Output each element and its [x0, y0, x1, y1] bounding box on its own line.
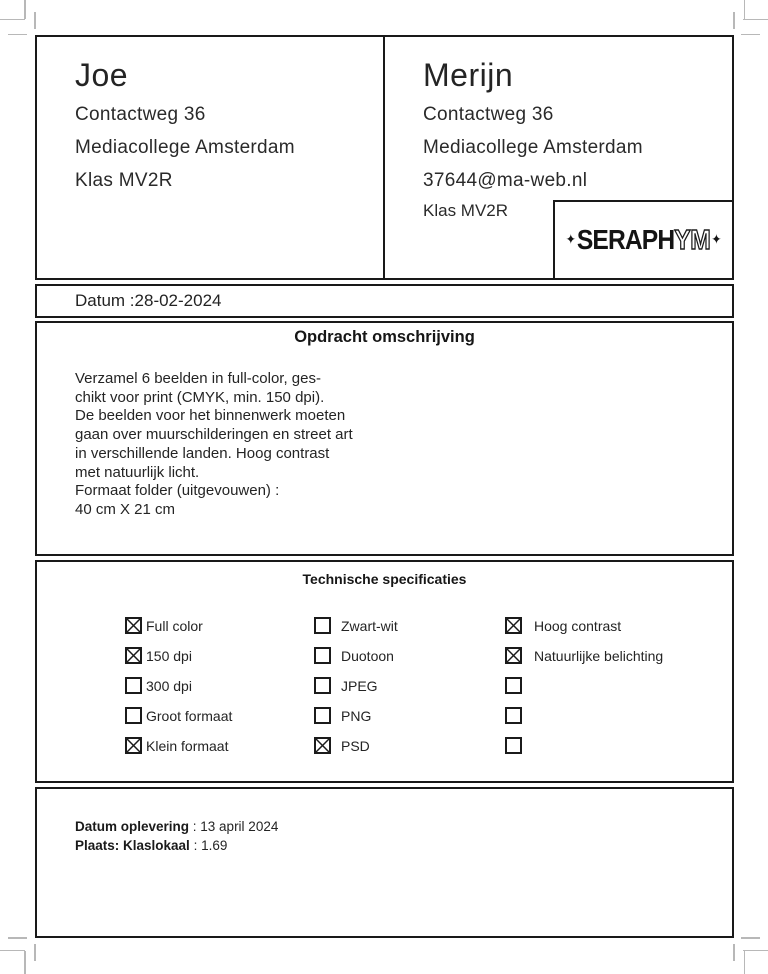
checkbox[interactable]: [314, 617, 331, 634]
crop-mark: [743, 950, 768, 952]
spec-option-zwart-wit[interactable]: [314, 617, 398, 634]
location-value: : 1.69: [189, 838, 228, 853]
delivery-section: [35, 787, 734, 938]
recipient-school-line: Mediacollege Amsterdam: [423, 137, 643, 158]
checkbox[interactable]: [505, 677, 522, 694]
assignment-section: [35, 321, 734, 556]
checkbox[interactable]: [125, 617, 142, 634]
checkbox[interactable]: [505, 707, 522, 724]
spec-option-klein-formaat[interactable]: [125, 737, 232, 754]
assignment-line: in verschillende landen. Hoog contrast: [75, 444, 330, 462]
checkbox[interactable]: [505, 647, 522, 664]
checkbox-label: Natuurlijke belichting: [534, 647, 664, 664]
date-value: 28-02-2024: [134, 291, 222, 310]
spec-option-hoog-contrast[interactable]: [505, 617, 663, 634]
sender-card: [35, 35, 385, 280]
logo-text-solid: SERAPH: [576, 224, 675, 255]
recipient-card: [383, 35, 734, 280]
checkbox[interactable]: [505, 737, 522, 754]
crop-mark: [24, 0, 26, 19]
assignment-body: [75, 370, 732, 520]
assignment-line: met natuurlijk licht.: [75, 463, 200, 481]
spec-option-empty[interactable]: [505, 677, 663, 694]
logo-text-outline: YM: [674, 224, 711, 255]
spec-option-jpeg[interactable]: [314, 677, 398, 694]
crop-mark: [24, 951, 26, 974]
star-icon: ✦: [711, 232, 722, 248]
crop-mark: [744, 951, 746, 974]
checkbox[interactable]: [125, 677, 142, 694]
assignment-line: Verzamel 6 beelden in full-color, ges-: [75, 370, 321, 387]
sender-class-line: Klas MV2R: [75, 170, 173, 191]
delivery-date-value: : 13 april 2024: [189, 819, 279, 834]
recipient-name: Merijn: [423, 57, 514, 93]
assignment-line: gaan over muurschilderingen en street art: [75, 426, 353, 444]
spec-option-natuurlijke-belichting[interactable]: [505, 647, 663, 664]
checkbox-label: Klein formaat: [146, 737, 229, 754]
crop-mark: [34, 944, 36, 961]
seraphym-logo: [553, 200, 734, 280]
specs-title: Technische specificaties: [302, 571, 467, 587]
checkbox-label: PNG: [341, 707, 372, 724]
date-bar: [35, 284, 734, 318]
delivery-date-label: Datum oplevering: [75, 819, 190, 834]
spec-option-psd[interactable]: [314, 737, 398, 754]
delivery-date-row: [75, 817, 732, 836]
spec-option-groot-formaat[interactable]: [125, 707, 232, 724]
crop-mark: [8, 937, 27, 939]
checkbox-label: 150 dpi: [146, 647, 192, 664]
location-label: Plaats: Klaslokaal: [75, 838, 190, 853]
assignment-line: chikt voor print (CMYK, min. 150 dpi).: [75, 388, 325, 406]
checkbox[interactable]: [125, 707, 142, 724]
crop-mark: [743, 19, 768, 21]
specs-column-3: [505, 617, 663, 767]
checkbox-label: Full color: [146, 617, 203, 634]
date-label: Datum :: [75, 291, 135, 310]
checkbox-label: Duotoon: [341, 647, 394, 664]
location-row: [75, 836, 732, 855]
checkbox-label: Hoog contrast: [534, 617, 622, 634]
checkbox[interactable]: [125, 647, 142, 664]
checkbox-label: Groot formaat: [146, 707, 233, 724]
crop-mark: [0, 950, 25, 952]
checkbox[interactable]: [125, 737, 142, 754]
checkbox[interactable]: [314, 647, 331, 664]
checkbox-label: 300 dpi: [146, 677, 192, 694]
crop-mark: [733, 944, 735, 961]
crop-mark: [733, 12, 735, 29]
checkbox-label: JPEG: [341, 677, 378, 694]
crop-mark: [744, 0, 746, 19]
checkbox-label: Zwart-wit: [341, 617, 398, 634]
sender-address-line: Contactweg 36: [75, 104, 206, 125]
spec-option-empty[interactable]: [505, 737, 663, 754]
crop-mark: [34, 12, 36, 29]
recipient-class-line: Klas MV2R: [423, 201, 509, 220]
specs-column-2: [314, 617, 398, 767]
assignment-title: Opdracht omschrijving: [294, 328, 475, 346]
spec-option-full-color[interactable]: [125, 617, 232, 634]
sender-school-line: Mediacollege Amsterdam: [75, 137, 295, 158]
spec-option-duotoon[interactable]: [314, 647, 398, 664]
checkbox-label: PSD: [341, 737, 370, 754]
spec-option-150dpi[interactable]: [125, 647, 232, 664]
spec-option-300dpi[interactable]: [125, 677, 232, 694]
crop-mark: [8, 34, 27, 36]
crop-mark: [741, 937, 760, 939]
assignment-line: De beelden voor het binnenwerk moeten: [75, 407, 346, 425]
assignment-line: Formaat folder (uitgevouwen) :: [75, 482, 280, 500]
specs-section: [35, 560, 734, 783]
checkbox[interactable]: [314, 707, 331, 724]
assignment-line: 40 cm X 21 cm: [75, 500, 176, 518]
spec-option-png[interactable]: [314, 707, 398, 724]
checkbox[interactable]: [314, 737, 331, 754]
recipient-address-line: Contactweg 36: [423, 104, 554, 125]
crop-mark: [741, 34, 760, 36]
crop-mark: [0, 19, 25, 21]
spec-option-empty[interactable]: [505, 707, 663, 724]
star-icon: ✦: [565, 232, 576, 248]
checkbox[interactable]: [505, 617, 522, 634]
sender-name: Joe: [75, 57, 129, 93]
recipient-email: 37644@ma-web.nl: [423, 170, 588, 191]
specs-column-1: [125, 617, 232, 767]
checkbox[interactable]: [314, 677, 331, 694]
